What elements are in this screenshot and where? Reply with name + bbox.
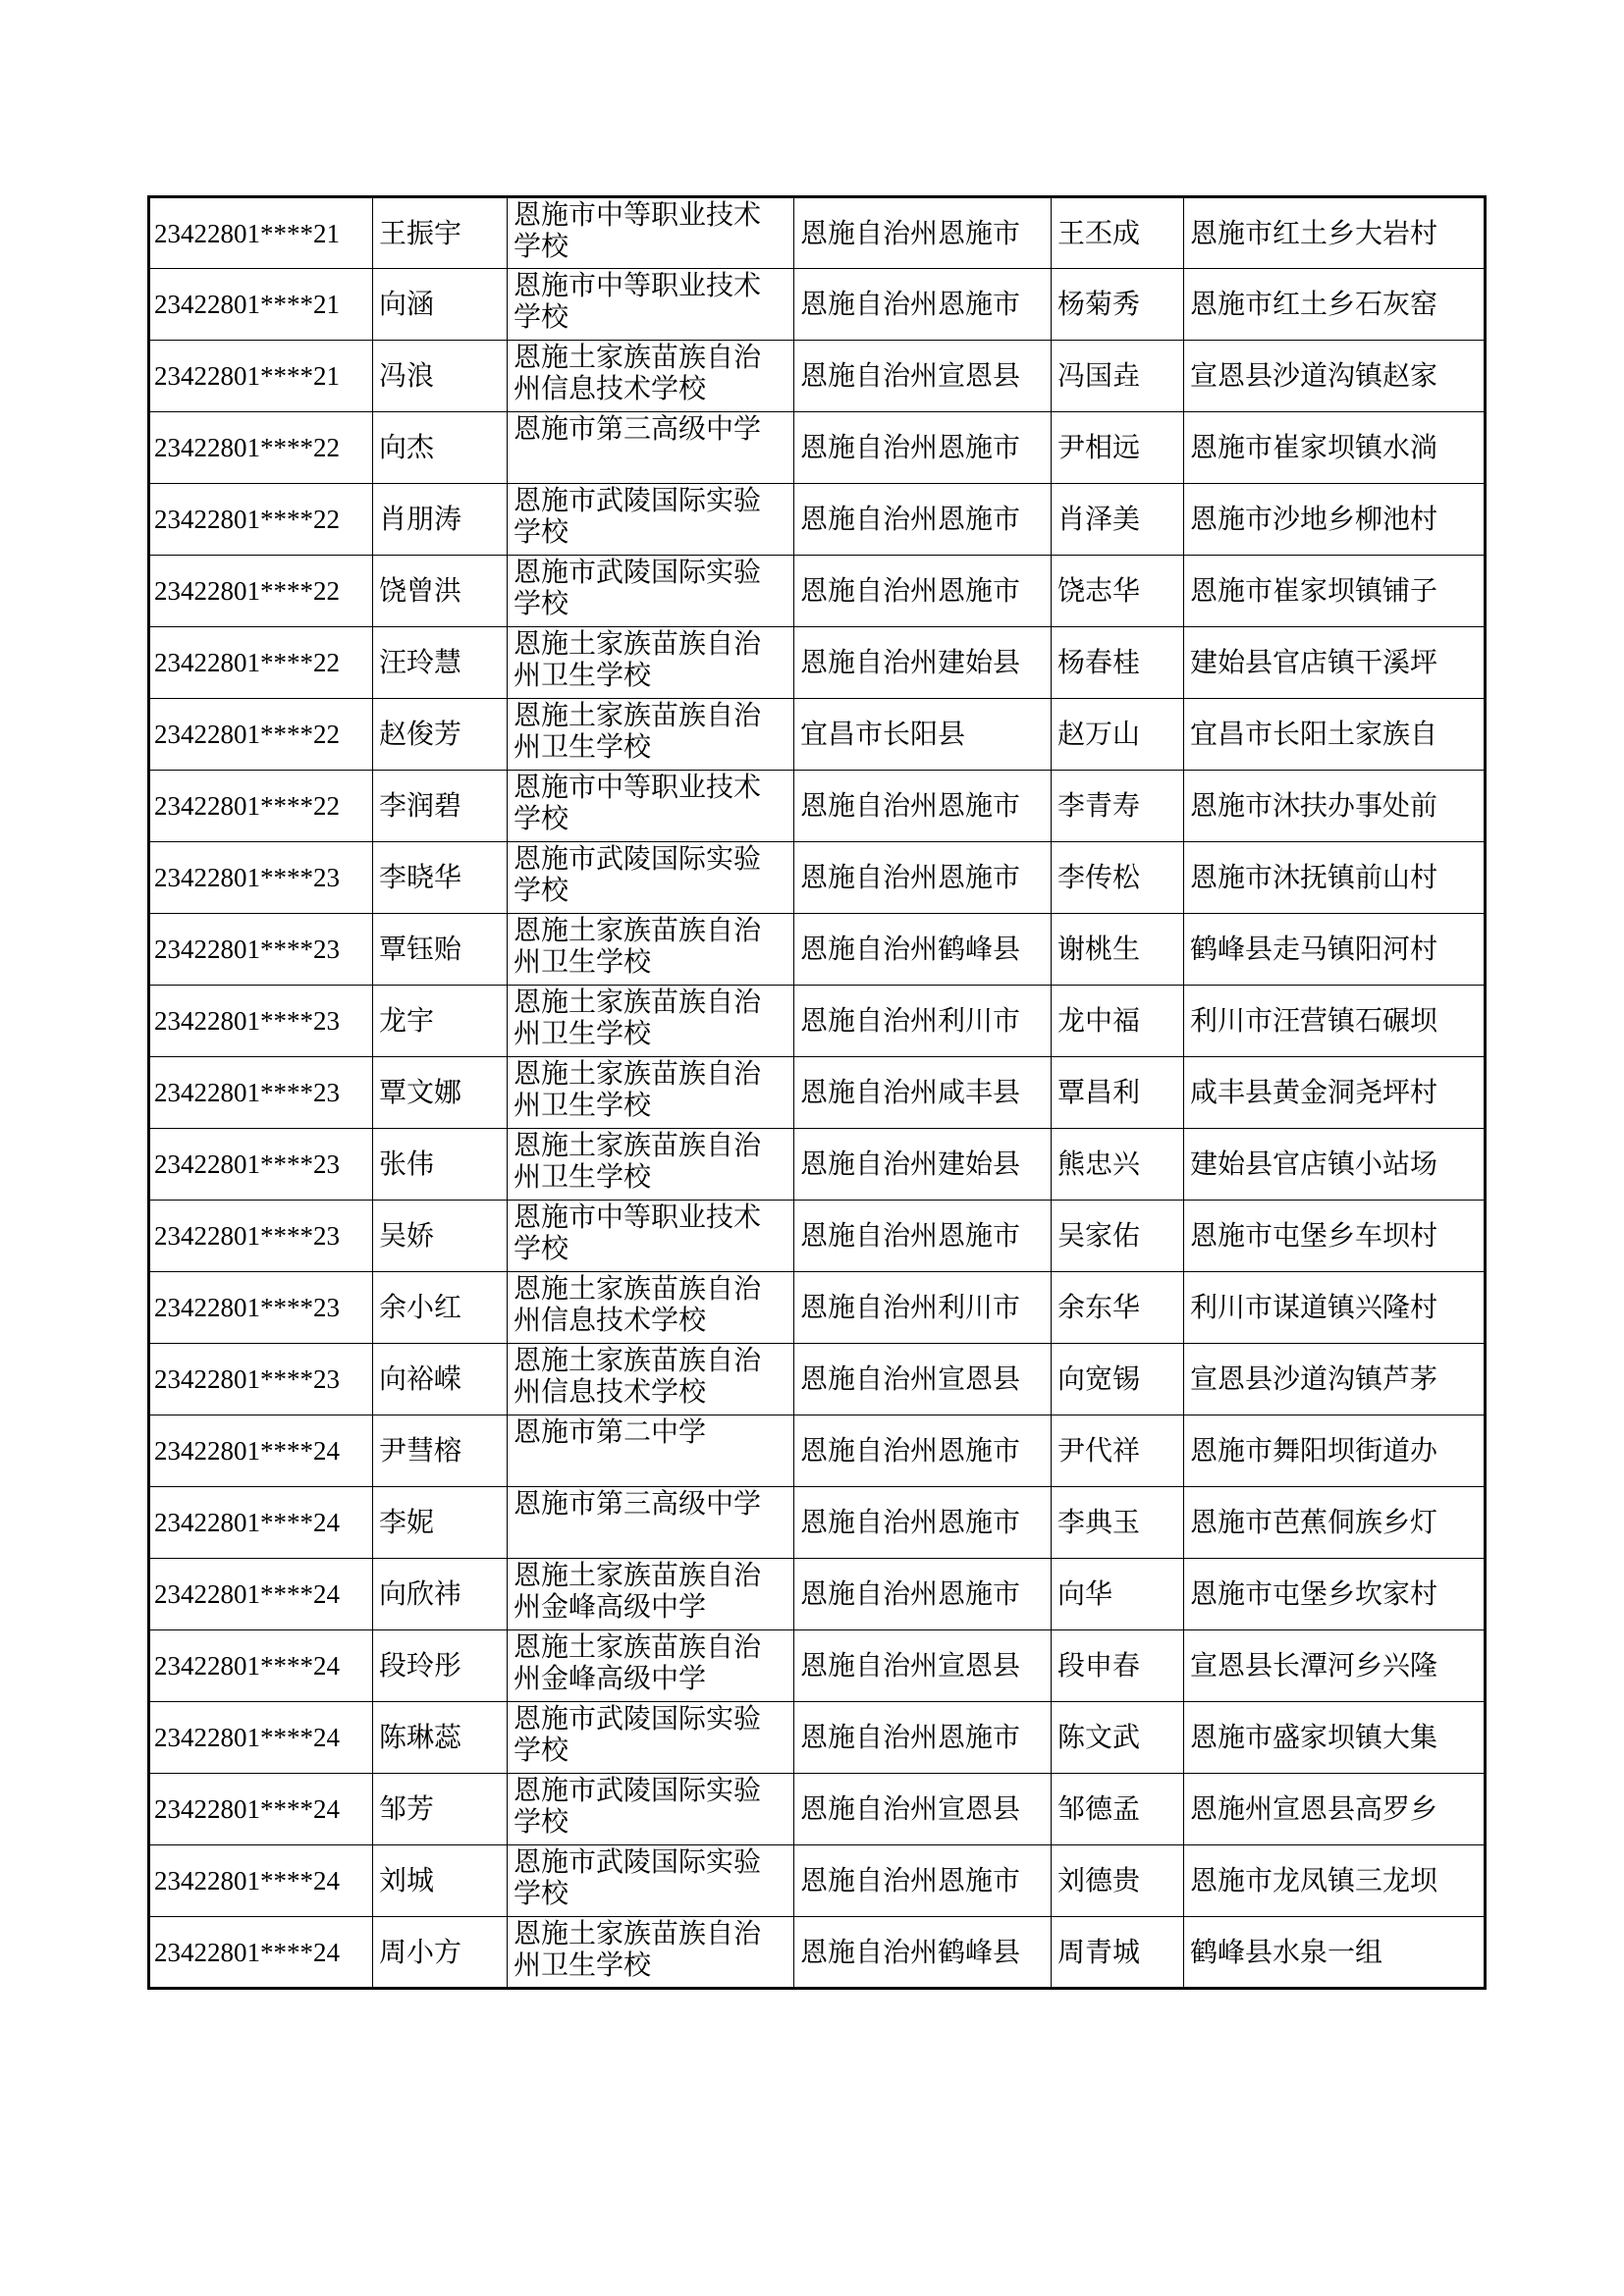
student-name-cell: 向裕嵘 xyxy=(373,1344,508,1415)
table-row xyxy=(149,771,1486,842)
student-name-cell: 向杰 xyxy=(373,412,508,484)
address-cell: 建始县官店镇干溪坪 xyxy=(1184,627,1486,699)
region-cell: 宜昌市长阳县 xyxy=(794,699,1052,771)
school-cell: 恩施土家族苗族自治州卫生学校 xyxy=(508,699,794,771)
guardian-cell: 李典玉 xyxy=(1052,1487,1184,1559)
address-cell: 恩施市沐抚镇前山村 xyxy=(1184,842,1486,914)
school-cell: 恩施土家族苗族自治州卫生学校 xyxy=(508,1917,794,1989)
guardian-cell: 尹代祥 xyxy=(1052,1415,1184,1487)
region-cell: 恩施自治州鹤峰县 xyxy=(794,1917,1052,1989)
student-id-cell: 23422801****23 xyxy=(149,1344,373,1415)
region-cell: 恩施自治州利川市 xyxy=(794,986,1052,1057)
guardian-cell: 龙中福 xyxy=(1052,986,1184,1057)
school-cell: 恩施土家族苗族自治州信息技术学校 xyxy=(508,341,794,412)
address-cell: 恩施市红土乡石灰窑 xyxy=(1184,269,1486,341)
student-name-cell: 李妮 xyxy=(373,1487,508,1559)
table-row xyxy=(149,484,1486,556)
school-cell: 恩施土家族苗族自治州信息技术学校 xyxy=(508,1272,794,1344)
table-row xyxy=(149,1487,1486,1559)
guardian-cell: 向宽锡 xyxy=(1052,1344,1184,1415)
table-row xyxy=(149,1415,1486,1487)
address-cell: 恩施市芭蕉侗族乡灯 xyxy=(1184,1487,1486,1559)
school-cell: 恩施市中等职业技术学校 xyxy=(508,197,794,269)
student-id-cell: 23422801****23 xyxy=(149,842,373,914)
school-cell: 恩施市武陵国际实验学校 xyxy=(508,556,794,627)
student-id-cell: 23422801****22 xyxy=(149,556,373,627)
guardian-cell: 杨春桂 xyxy=(1052,627,1184,699)
student-id-cell: 23422801****24 xyxy=(149,1702,373,1774)
region-cell: 恩施自治州宣恩县 xyxy=(794,1774,1052,1845)
region-cell: 恩施自治州恩施市 xyxy=(794,1702,1052,1774)
guardian-cell: 余东华 xyxy=(1052,1272,1184,1344)
student-name-cell: 邹芳 xyxy=(373,1774,508,1845)
region-cell: 恩施自治州恩施市 xyxy=(794,484,1052,556)
guardian-cell: 李青寿 xyxy=(1052,771,1184,842)
student-name-cell: 覃文娜 xyxy=(373,1057,508,1129)
guardian-cell: 周青城 xyxy=(1052,1917,1184,1989)
address-cell: 宣恩县沙道沟镇赵家 xyxy=(1184,341,1486,412)
student-id-cell: 23422801****21 xyxy=(149,341,373,412)
address-cell: 恩施市崔家坝镇水淌 xyxy=(1184,412,1486,484)
guardian-cell: 王丕成 xyxy=(1052,197,1184,269)
student-name-cell: 吴娇 xyxy=(373,1201,508,1272)
table-row xyxy=(149,412,1486,484)
guardian-cell: 覃昌利 xyxy=(1052,1057,1184,1129)
address-cell: 建始县官店镇小站场 xyxy=(1184,1129,1486,1201)
region-cell: 恩施自治州恩施市 xyxy=(794,197,1052,269)
table-row xyxy=(149,1272,1486,1344)
school-cell: 恩施土家族苗族自治州卫生学校 xyxy=(508,914,794,986)
guardian-cell: 饶志华 xyxy=(1052,556,1184,627)
region-cell: 恩施自治州利川市 xyxy=(794,1272,1052,1344)
student-id-cell: 23422801****24 xyxy=(149,1774,373,1845)
school-cell: 恩施市武陵国际实验学校 xyxy=(508,842,794,914)
guardian-cell: 冯国垚 xyxy=(1052,341,1184,412)
student-name-cell: 段玲彤 xyxy=(373,1630,508,1702)
table-row xyxy=(149,914,1486,986)
region-cell: 恩施自治州恩施市 xyxy=(794,842,1052,914)
student-id-cell: 23422801****23 xyxy=(149,1129,373,1201)
guardian-cell: 刘德贵 xyxy=(1052,1845,1184,1917)
school-cell: 恩施土家族苗族自治州金峰高级中学 xyxy=(508,1630,794,1702)
student-name-cell: 张伟 xyxy=(373,1129,508,1201)
student-name-cell: 周小方 xyxy=(373,1917,508,1989)
guardian-cell: 谢桃生 xyxy=(1052,914,1184,986)
region-cell: 恩施自治州建始县 xyxy=(794,627,1052,699)
student-id-cell: 23422801****24 xyxy=(149,1630,373,1702)
student-name-cell: 赵俊芳 xyxy=(373,699,508,771)
region-cell: 恩施自治州恩施市 xyxy=(794,1845,1052,1917)
address-cell: 宣恩县沙道沟镇芦茅 xyxy=(1184,1344,1486,1415)
student-name-cell: 刘城 xyxy=(373,1845,508,1917)
table-row xyxy=(149,197,1486,269)
address-cell: 恩施市沐扶办事处前 xyxy=(1184,771,1486,842)
guardian-cell: 赵万山 xyxy=(1052,699,1184,771)
school-cell: 恩施市第三高级中学 xyxy=(508,412,794,484)
school-cell: 恩施土家族苗族自治州信息技术学校 xyxy=(508,1344,794,1415)
region-cell: 恩施自治州恩施市 xyxy=(794,269,1052,341)
student-name-cell: 冯浪 xyxy=(373,341,508,412)
address-cell: 恩施市屯堡乡坎家村 xyxy=(1184,1559,1486,1630)
region-cell: 恩施自治州宣恩县 xyxy=(794,341,1052,412)
region-cell: 恩施自治州鹤峰县 xyxy=(794,914,1052,986)
student-name-cell: 王振宇 xyxy=(373,197,508,269)
address-cell: 鹤峰县水泉一组 xyxy=(1184,1917,1486,1989)
table-row xyxy=(149,556,1486,627)
guardian-cell: 熊忠兴 xyxy=(1052,1129,1184,1201)
student-id-cell: 23422801****22 xyxy=(149,412,373,484)
region-cell: 恩施自治州恩施市 xyxy=(794,556,1052,627)
student-id-cell: 23422801****24 xyxy=(149,1487,373,1559)
student-id-cell: 23422801****22 xyxy=(149,627,373,699)
region-cell: 恩施自治州恩施市 xyxy=(794,1559,1052,1630)
student-id-cell: 23422801****23 xyxy=(149,1201,373,1272)
address-cell: 鹤峰县走马镇阳河村 xyxy=(1184,914,1486,986)
student-id-cell: 23422801****24 xyxy=(149,1845,373,1917)
table-row xyxy=(149,986,1486,1057)
address-cell: 恩施市龙凤镇三龙坝 xyxy=(1184,1845,1486,1917)
table-row xyxy=(149,842,1486,914)
address-cell: 恩施州宣恩县高罗乡 xyxy=(1184,1774,1486,1845)
student-name-cell: 余小红 xyxy=(373,1272,508,1344)
address-cell: 恩施市沙地乡柳池村 xyxy=(1184,484,1486,556)
table-row xyxy=(149,341,1486,412)
table-row xyxy=(149,1845,1486,1917)
address-cell: 宣恩县长潭河乡兴隆 xyxy=(1184,1630,1486,1702)
student-name-cell: 饶曾洪 xyxy=(373,556,508,627)
student-id-cell: 23422801****22 xyxy=(149,771,373,842)
school-cell: 恩施市武陵国际实验学校 xyxy=(508,1774,794,1845)
school-cell: 恩施市武陵国际实验学校 xyxy=(508,484,794,556)
region-cell: 恩施自治州恩施市 xyxy=(794,771,1052,842)
region-cell: 恩施自治州恩施市 xyxy=(794,412,1052,484)
address-cell: 恩施市盛家坝镇大集 xyxy=(1184,1702,1486,1774)
student-id-cell: 23422801****22 xyxy=(149,699,373,771)
student-id-cell: 23422801****23 xyxy=(149,1057,373,1129)
student-name-cell: 尹彗榕 xyxy=(373,1415,508,1487)
address-cell: 利川市谋道镇兴隆村 xyxy=(1184,1272,1486,1344)
student-name-cell: 覃钰贻 xyxy=(373,914,508,986)
student-name-cell: 汪玲慧 xyxy=(373,627,508,699)
student-id-cell: 23422801****21 xyxy=(149,269,373,341)
student-id-cell: 23422801****24 xyxy=(149,1559,373,1630)
table-row xyxy=(149,1702,1486,1774)
address-cell: 咸丰县黄金洞尧坪村 xyxy=(1184,1057,1486,1129)
school-cell: 恩施市中等职业技术学校 xyxy=(508,771,794,842)
student-name-cell: 向涵 xyxy=(373,269,508,341)
student-name-cell: 龙宇 xyxy=(373,986,508,1057)
table-row xyxy=(149,1057,1486,1129)
address-cell: 恩施市舞阳坝街道办 xyxy=(1184,1415,1486,1487)
student-roster-table xyxy=(147,195,1487,1990)
school-cell: 恩施土家族苗族自治州卫生学校 xyxy=(508,1057,794,1129)
student-id-cell: 23422801****24 xyxy=(149,1415,373,1487)
student-name-cell: 向欣祎 xyxy=(373,1559,508,1630)
student-name-cell: 肖朋涛 xyxy=(373,484,508,556)
address-cell: 利川市汪营镇石碾坝 xyxy=(1184,986,1486,1057)
student-id-cell: 23422801****23 xyxy=(149,986,373,1057)
student-name-cell: 陈琳蕊 xyxy=(373,1702,508,1774)
school-cell: 恩施土家族苗族自治州卫生学校 xyxy=(508,1129,794,1201)
region-cell: 恩施自治州宣恩县 xyxy=(794,1344,1052,1415)
student-id-cell: 23422801****23 xyxy=(149,914,373,986)
school-cell: 恩施土家族苗族自治州卫生学校 xyxy=(508,986,794,1057)
school-cell: 恩施市第二中学 xyxy=(508,1415,794,1487)
table-row xyxy=(149,1774,1486,1845)
school-cell: 恩施市第三高级中学 xyxy=(508,1487,794,1559)
region-cell: 恩施自治州宣恩县 xyxy=(794,1630,1052,1702)
region-cell: 恩施自治州恩施市 xyxy=(794,1487,1052,1559)
address-cell: 恩施市崔家坝镇铺子 xyxy=(1184,556,1486,627)
table-row xyxy=(149,269,1486,341)
guardian-cell: 吴家佑 xyxy=(1052,1201,1184,1272)
guardian-cell: 杨菊秀 xyxy=(1052,269,1184,341)
student-id-cell: 23422801****22 xyxy=(149,484,373,556)
address-cell: 宜昌市长阳土家族自 xyxy=(1184,699,1486,771)
address-cell: 恩施市屯堡乡车坝村 xyxy=(1184,1201,1486,1272)
student-name-cell: 李晓华 xyxy=(373,842,508,914)
guardian-cell: 尹相远 xyxy=(1052,412,1184,484)
student-id-cell: 23422801****24 xyxy=(149,1917,373,1989)
table-row xyxy=(149,1630,1486,1702)
school-cell: 恩施市中等职业技术学校 xyxy=(508,1201,794,1272)
guardian-cell: 向华 xyxy=(1052,1559,1184,1630)
school-cell: 恩施市武陵国际实验学校 xyxy=(508,1845,794,1917)
guardian-cell: 邹德孟 xyxy=(1052,1774,1184,1845)
student-id-cell: 23422801****23 xyxy=(149,1272,373,1344)
region-cell: 恩施自治州建始县 xyxy=(794,1129,1052,1201)
table-row xyxy=(149,1129,1486,1201)
student-id-cell: 23422801****21 xyxy=(149,197,373,269)
table-row xyxy=(149,1201,1486,1272)
student-name-cell: 李润碧 xyxy=(373,771,508,842)
region-cell: 恩施自治州恩施市 xyxy=(794,1201,1052,1272)
guardian-cell: 段申春 xyxy=(1052,1630,1184,1702)
table-row xyxy=(149,1917,1486,1989)
school-cell: 恩施市武陵国际实验学校 xyxy=(508,1702,794,1774)
table-row xyxy=(149,1344,1486,1415)
guardian-cell: 陈文武 xyxy=(1052,1702,1184,1774)
school-cell: 恩施土家族苗族自治州卫生学校 xyxy=(508,627,794,699)
address-cell: 恩施市红土乡大岩村 xyxy=(1184,197,1486,269)
region-cell: 恩施自治州恩施市 xyxy=(794,1415,1052,1487)
table-row xyxy=(149,699,1486,771)
table-row xyxy=(149,627,1486,699)
roster-body xyxy=(149,197,1486,1989)
guardian-cell: 肖泽美 xyxy=(1052,484,1184,556)
guardian-cell: 李传松 xyxy=(1052,842,1184,914)
school-cell: 恩施土家族苗族自治州金峰高级中学 xyxy=(508,1559,794,1630)
region-cell: 恩施自治州咸丰县 xyxy=(794,1057,1052,1129)
table-row xyxy=(149,1559,1486,1630)
school-cell: 恩施市中等职业技术学校 xyxy=(508,269,794,341)
